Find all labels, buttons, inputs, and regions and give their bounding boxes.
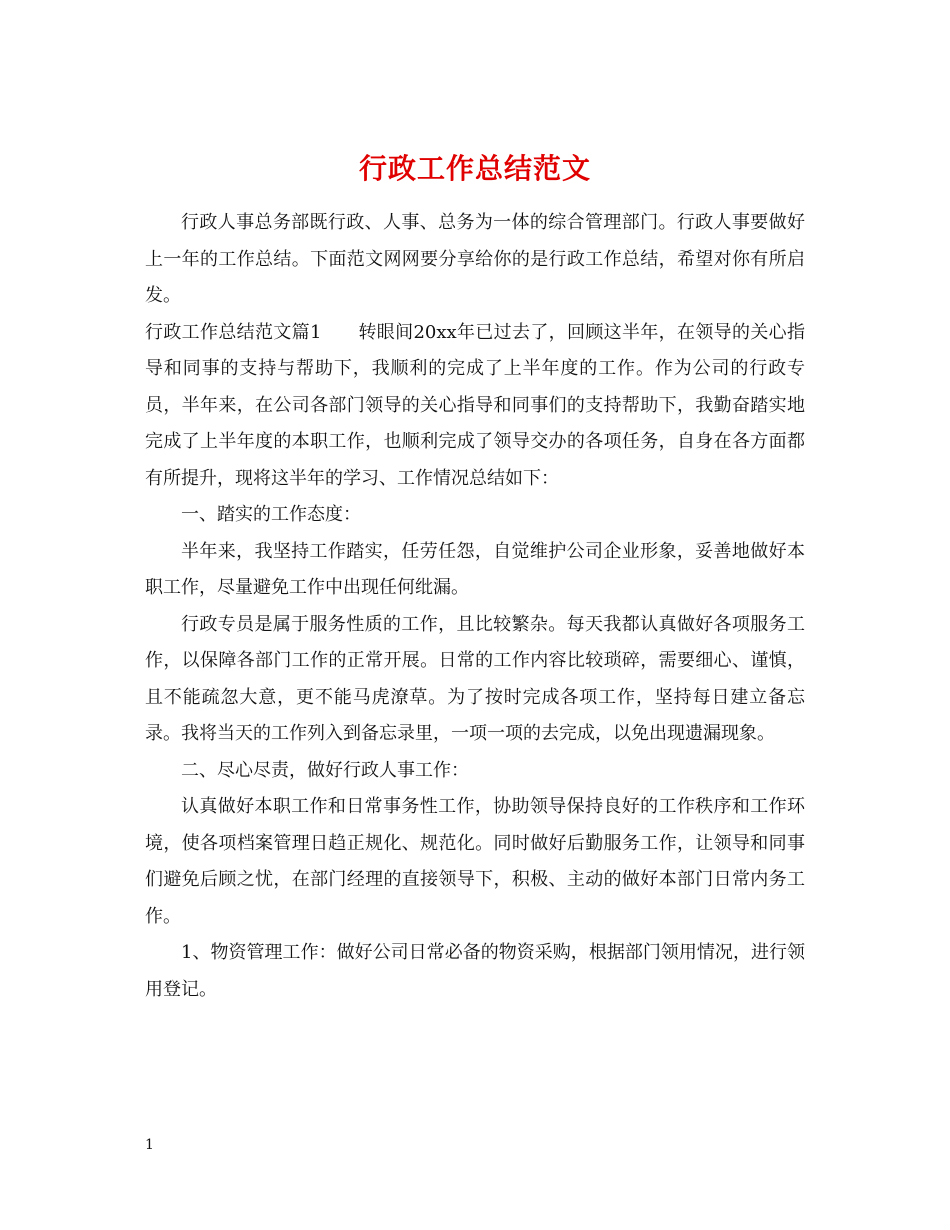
section-heading-paragraph: 行政工作总结范文篇1 转眼间20xx年已过去了，回顾这半年，在领导的关心指导和同事的支持与帮助下，我顺利的完成了上半年度的工作。作为公司的行政专员，半年来，在公司各部门领导的关心指导和同事们的支持帮助下，我勤奋踏实地完成了上半年度的本职工作，也顺利完成了领导交办的各项任务，自身在各方面都有所提升，现将这半年的学习、工作情况总结如下： <box>145 321 805 489</box>
document-body <box>145 205 805 1008</box>
hr-work-paragraph: 认真做好本职工作和日常事务性工作，协助领导保持良好的工作秩序和工作环境，使各项档案管理日趋正规化、规范化。同时做好后勤服务工作，让领导和同事们避免后顾之忧，在部门经理的直接领导下，积极、主动的做好本部门日常内务工作。 <box>145 796 805 927</box>
service-work-paragraph: 行政专员是属于服务性质的工作，且比较繁杂。每天我都认真做好各项服务工作，以保障各部门工作的正常开展。日常的工作内容比较琐碎，需要细心、谨慎，且不能疏忽大意，更不能马虎潦草。为了按时完成各项工作，坚持每日建立备忘录。我将当天的工作列入到备忘录里，一项一项的去完成，以免出现遗漏现象。 <box>145 613 805 744</box>
document-title: 行政工作总结范文 <box>358 151 591 185</box>
hr-work-heading: 二、尽心尽责，做好行政人事工作： <box>181 759 469 781</box>
intro-paragraph: 行政人事总务部既行政、人事、总务为一体的综合管理部门。行政人事要做好上一年的工作总结。下面范文网网要分享给你的是行政工作总结，希望对你有所启发。 <box>145 212 805 306</box>
material-management-paragraph: 1、物资管理工作：做好公司日常必备的物资采购，根据部门领用情况，进行领用登记。 <box>145 942 805 1000</box>
page-number: 1 <box>145 1137 154 1153</box>
work-attitude-heading: 一、踏实的工作态度： <box>181 504 361 525</box>
work-attitude-paragraph: 半年来，我坚持工作踏实，任劳任怨，自觉维护公司企业形象，妥善地做好本职工作，尽量避免工作中出现任何纰漏。 <box>145 540 805 598</box>
